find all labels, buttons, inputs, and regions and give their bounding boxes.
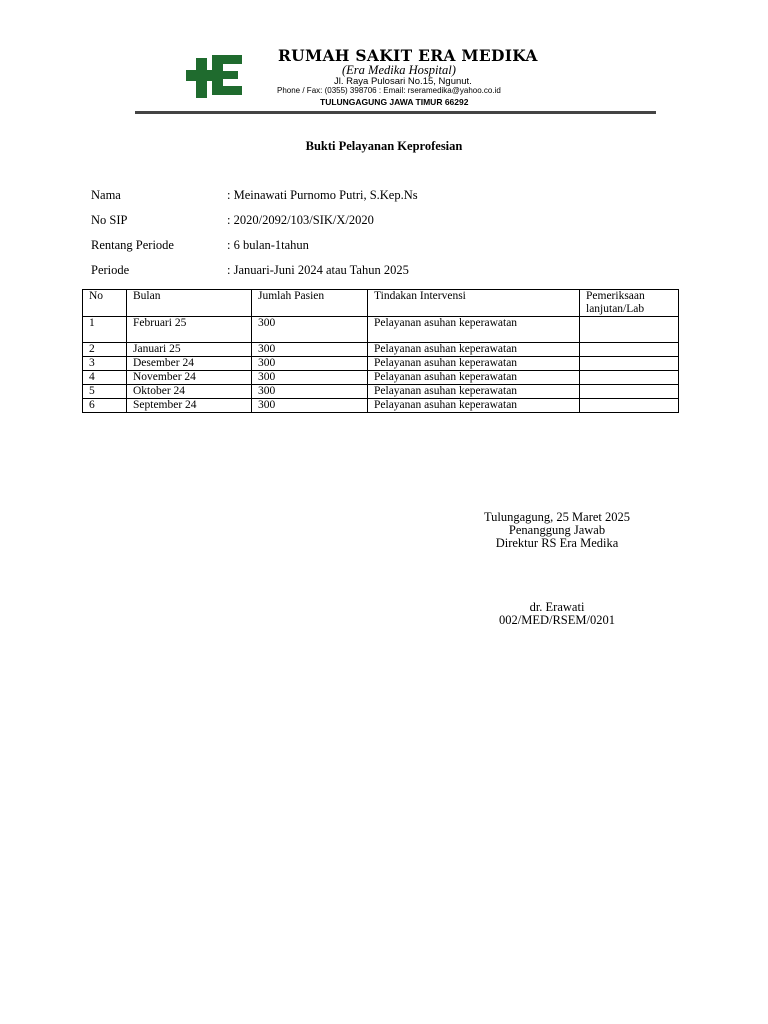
table-row [83, 399, 679, 413]
signature-place-date: Tulungagung, 25 Maret 2025 [483, 510, 631, 524]
cell-jumlah-pasien: 300 [252, 317, 368, 343]
header-divider [135, 111, 656, 114]
cell-bulan: Februari 25 [127, 317, 252, 343]
cell-jumlah-pasien: 300 [252, 357, 368, 371]
table-row [83, 343, 679, 357]
cell-bulan: November 24 [127, 371, 252, 385]
cell-bulan: Desember 24 [127, 357, 252, 371]
cell-bulan: Januari 25 [127, 343, 252, 357]
hospital-contact: Phone / Fax: (0355) 398706 : Email: rseramedika@yahoo.co.id [277, 86, 501, 95]
hospital-city: TULUNGAGUNG JAWA TIMUR 66292 [320, 97, 469, 107]
signature-name: dr. Erawati [529, 600, 585, 614]
cell-bulan: Oktober 24 [127, 385, 252, 399]
field-label-nama: Nama [91, 188, 121, 202]
table-row [83, 317, 679, 343]
cell-pemeriksaan [580, 371, 679, 385]
cell-pemeriksaan [580, 343, 679, 357]
field-value-nama: : Meinawati Purnomo Putri, S.Kep.Ns [227, 188, 418, 202]
cell-no: 4 [83, 371, 127, 385]
column-header-tindakan-intervensi: Tindakan Intervensi [368, 290, 580, 317]
hospital-name: RUMAH SAKIT ERA MEDIKA [278, 46, 538, 65]
cell-bulan: September 24 [127, 399, 252, 413]
hospital-address: Jl. Raya Pulosari No.15, Ngunut. [334, 76, 472, 87]
column-header-jumlah-pasien: Jumlah Pasien [252, 290, 368, 317]
cell-pemeriksaan [580, 399, 679, 413]
cell-jumlah-pasien: 300 [252, 371, 368, 385]
signature-role: Penanggung Jawab [508, 523, 606, 537]
cell-no: 1 [83, 317, 127, 343]
field-value-no-sip: : 2020/2092/103/SIK/X/2020 [227, 213, 374, 227]
column-header-pemeriksaan-lanjutan: Pemeriksaan lanjutan/Lab [580, 290, 679, 317]
cell-jumlah-pasien: 300 [252, 385, 368, 399]
cell-pemeriksaan [580, 385, 679, 399]
cell-tindakan: Pelayanan asuhan keperawatan [368, 317, 580, 343]
table-row [83, 357, 679, 371]
column-header-bulan: Bulan [127, 290, 252, 317]
cell-jumlah-pasien: 300 [252, 343, 368, 357]
document-title: Bukti Pelayanan Keprofesian [305, 139, 463, 153]
hospital-subtitle: (Era Medika Hospital) [342, 63, 456, 77]
cell-no: 2 [83, 343, 127, 357]
table-header-row [83, 290, 679, 317]
cell-jumlah-pasien: 300 [252, 399, 368, 413]
field-label-no-sip: No SIP [91, 213, 128, 227]
signature-position: Direktur RS Era Medika [495, 536, 619, 550]
cell-no: 6 [83, 399, 127, 413]
cell-no: 5 [83, 385, 127, 399]
cell-pemeriksaan [580, 357, 679, 371]
cell-tindakan: Pelayanan asuhan keperawatan [368, 385, 580, 399]
table-row [83, 385, 679, 399]
cell-tindakan: Pelayanan asuhan keperawatan [368, 343, 580, 357]
cell-tindakan: Pelayanan asuhan keperawatan [368, 357, 580, 371]
cell-no: 3 [83, 357, 127, 371]
table-row [83, 371, 679, 385]
signature-id: 002/MED/RSEM/0201 [499, 613, 615, 627]
cell-tindakan: Pelayanan asuhan keperawatan [368, 371, 580, 385]
column-header-no: No [83, 290, 127, 317]
field-label-rentang-periode: Rentang Periode [91, 238, 174, 252]
field-label-periode: Periode [91, 263, 130, 277]
field-value-rentang-periode: : 6 bulan-1tahun [227, 238, 309, 252]
hospital-logo [186, 53, 244, 99]
cell-pemeriksaan [580, 317, 679, 343]
field-value-periode: : Januari-Juni 2024 atau Tahun 2025 [227, 263, 409, 277]
cell-tindakan: Pelayanan asuhan keperawatan [368, 399, 580, 413]
service-table [82, 289, 679, 413]
